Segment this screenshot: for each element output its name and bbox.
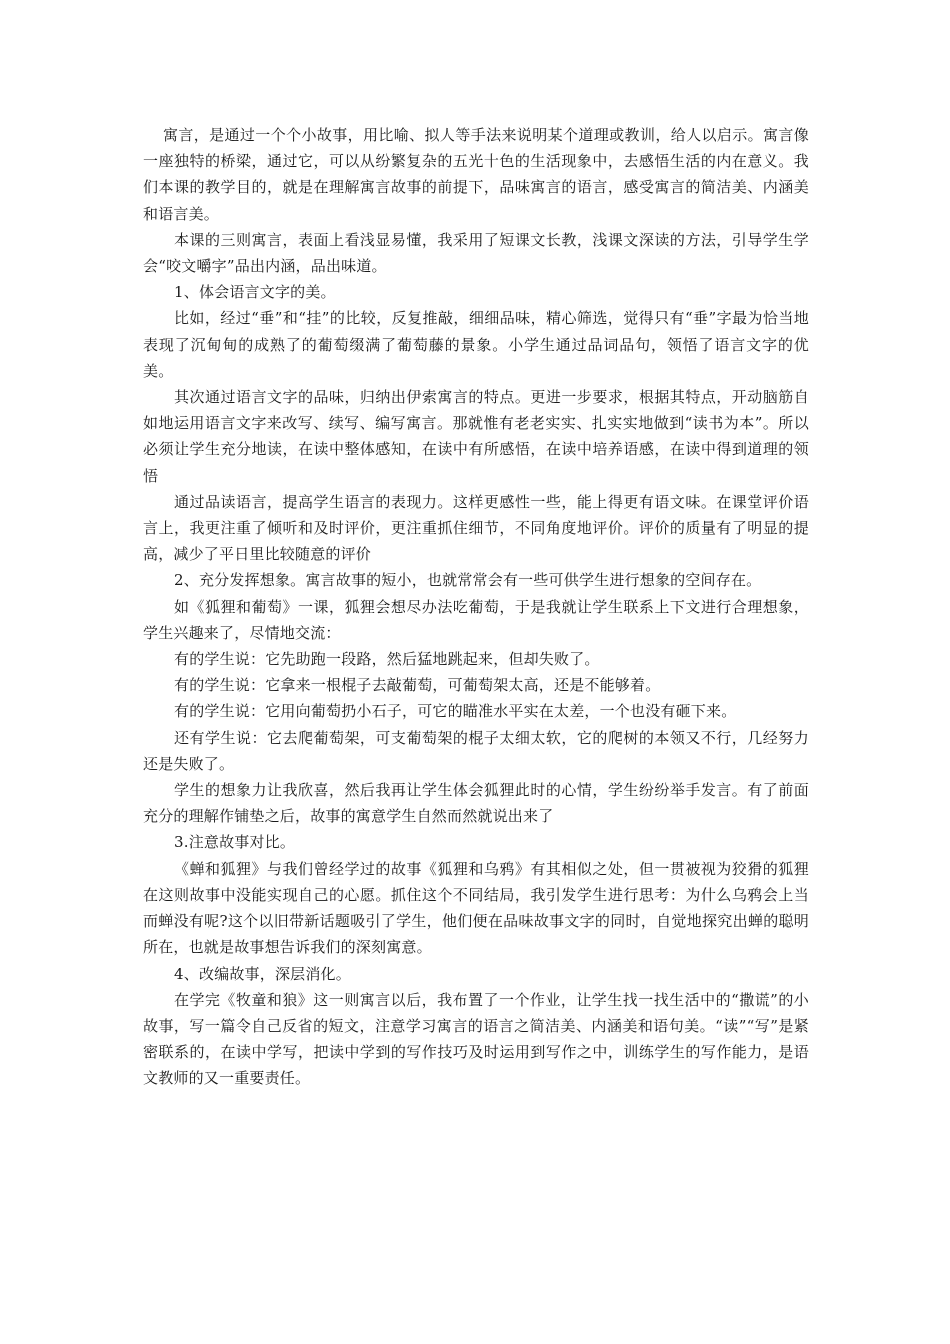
document-page [143,122,809,1092]
paragraph-comparison: 《蝉和狐狸》与我们曾经学过的故事《狐狸和乌鸦》有其相似之处，但一贯被视为狡猾的狐狸在这则故事中没能实现自己的心愿。抓住这个不同结局，我引发学生进行思考：为什么乌鸦会上当而蝉没有呢?这个以旧带新话题吸引了学生，他们便在品味故事文字的同时，自觉地探究出蝉的聪明所在，也就是故事想告诉我们的深刻寓意。 [143,859,809,957]
paragraph-reading: 通过品读语言，提高学生语言的表现力。这样更感性一些，能上得更有语文味。在课堂评价语言上，我更注重了倾听和及时评价，更注重抓住细节，不同角度地评价。评价的质量有了明显的提高，减少了平日里比较随意的评价 [143,492,809,564]
paragraph-student-3: 有的学生说：它用向葡萄扔小石子，可它的瞄准水平实在太差，一个也没有砸下来。 [174,702,737,721]
paragraph-student-2: 有的学生说：它拿来一根棍子去敲葡萄，可葡萄架太高，还是不能够着。 [174,676,661,695]
paragraph-features: 其次通过语言文字的品味，归纳出伊索寓言的特点。更进一步要求，根据其特点，开动脑筋自如地运用语言文字来改写、续写、编写寓言。那就惟有老老实实、扎实实地做到“读书为本”。所以必须让学生充分地读，在读中整体感知，在读中有所感悟，在读中培养语感，在读中得到道理的领悟 [143,388,809,485]
section-heading-3: 3.注意故事对比。 [174,833,296,852]
paragraph-intro: 寓言，是通过一个个小故事，用比喻、拟人等手法来说明某个道理或教训，给人以启示。寓言像一座独特的桥梁，通过它，可以从纷繁复杂的五光十色的生活现象中，去感悟生活的内在意义。我们本课的教学目的，就是在理解寓言故事的前提下，品味寓言的语言，感受寓言的简洁美、内涵美和语言美。 [143,126,809,223]
paragraph-fox-grapes: 如《狐狸和葡萄》一课，狐狸会想尽办法吃葡萄，于是我就让学生联系上下文进行合理想象，学生兴趣来了，尽情地交流： [143,597,809,642]
paragraph-method: 本课的三则寓言，表面上看浅显易懂，我采用了短课文长教，浅课文深读的方法，引导学生学会“咬文嚼字”品出内涵，品出味道。 [143,230,809,276]
paragraph-adaptation: 在学完《牧童和狼》这一则寓言以后，我布置了一个作业，让学生找一找生活中的“撒谎”的小故事，写一篇令自己反省的短文，注意学习寓言的语言之简洁美、内涵美和语句美。“读”“写”是紧密联系的，在读中学写，把读中学到的写作技巧及时运用到写作之中，训练学生的写作能力，是语文教师的又一重要责任。 [143,990,809,1088]
paragraph-student-1: 有的学生说：它先助跑一段路，然后猛地跳起来，但却失败了。 [174,650,600,669]
section-heading-1: 1、体会语言文字的美。 [174,283,336,302]
paragraph-student-4: 还有学生说：它去爬葡萄架，可支葡萄架的棍子太细太软，它的爬树的本领又不行，几经努力还是失败了。 [143,728,809,773]
section-heading-4: 4、改编故事，深层消化。 [174,964,351,983]
section-heading-2: 2、充分发挥想象。寓言故事的短小，也就常常会有一些可供学生进行想象的空间存在。 [174,571,762,590]
paragraph-imagination: 学生的想象力让我欣喜，然后我再让学生体会狐狸此时的心情，学生纷纷举手发言。有了前面充分的理解作铺垫之后，故事的寓意学生自然而然就说出来了 [143,781,809,826]
paragraph-example: 比如，经过“垂”和“挂”的比较，反复推敲，细细品味，精心筛选，觉得只有“垂”字最为恰当地表现了沉甸甸的成熟了的葡萄缀满了葡萄藤的景象。小学生通过品词品句，领悟了语言文字的优美。 [143,309,809,380]
